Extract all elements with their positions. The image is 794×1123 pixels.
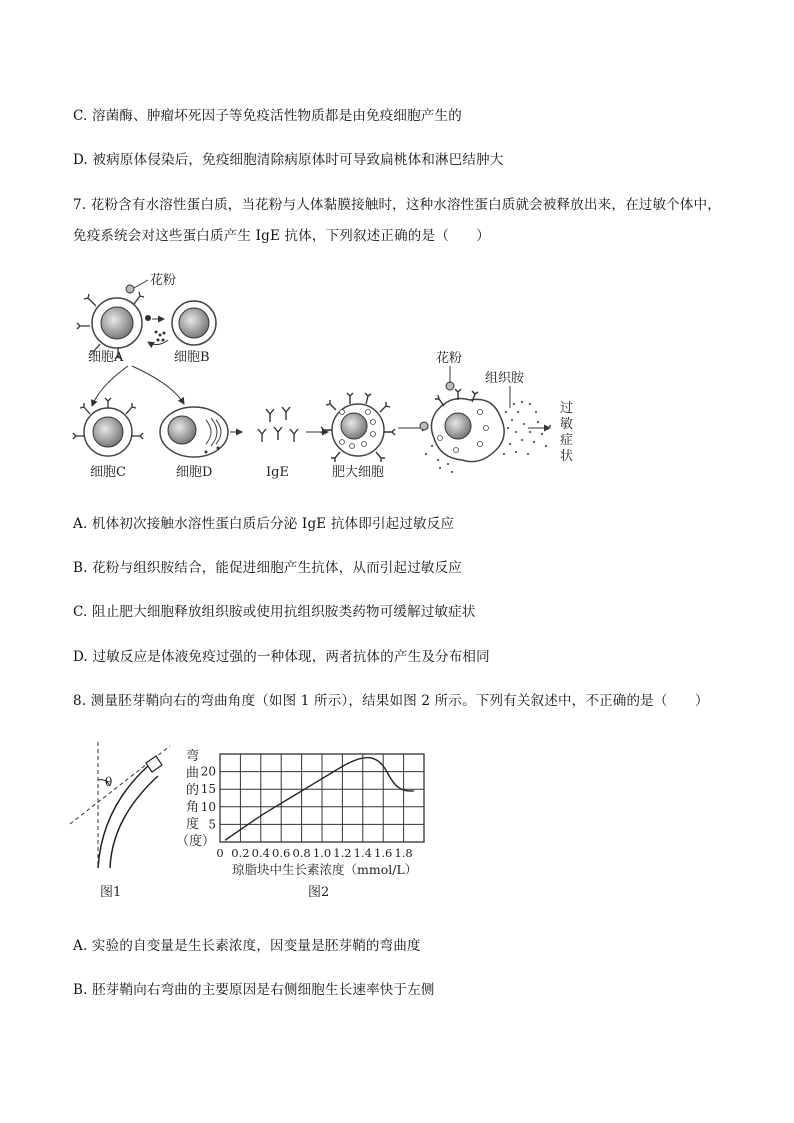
question-7-stem-line1: 7. 花粉含有水溶性蛋白质，当花粉与人体黏膜接触时，这种水溶性蛋白质就会被释放出来，在过敏个体中， xyxy=(73,197,721,213)
cell-c xyxy=(73,398,143,456)
y-axis-label-char: 弯 xyxy=(186,749,200,764)
figure-1-coleoptile xyxy=(66,738,172,904)
cell-a xyxy=(77,292,144,359)
option-8a: A. 实验的自变量是生长素浓度，因变量是胚芽鞘的弯曲度 xyxy=(73,938,421,954)
x-tick-label: 0 xyxy=(216,846,224,860)
x-tick-label: 1.0 xyxy=(312,846,332,860)
x-tick-label: 0.6 xyxy=(272,846,291,860)
allergy-diagram xyxy=(60,262,600,492)
x-tick-label: 1.8 xyxy=(394,846,413,860)
ige-label: IgE xyxy=(266,465,289,480)
cell-b-label: 细胞B xyxy=(174,350,210,365)
option-6c: C. 溶菌酶、肿瘤坏死因子等免疫活性物质都是由免疫细胞产生的 xyxy=(73,108,462,124)
figure-2-chart xyxy=(168,748,438,900)
option-7b: B. 花粉与组织胺结合，能促进细胞产生抗体，从而引起过敏反应 xyxy=(73,560,463,576)
series-line xyxy=(225,758,414,841)
y-axis-label-char: （度） xyxy=(176,834,216,849)
cell-c-label: 细胞C xyxy=(90,465,126,480)
theta-label: θ xyxy=(105,775,113,789)
y-tick-label: 10 xyxy=(200,799,216,814)
question-7-stem-line2: 免疫系统会对这些蛋白质产生 IgE 抗体，下列叙述正确的是（ ） xyxy=(73,228,491,244)
x-tick-label: 1.2 xyxy=(333,846,352,860)
figure-1-caption: 图1 xyxy=(100,885,122,900)
option-7d: D. 过敏反应是体液免疫过强的一种体现，两者抗体的产生及分布相同 xyxy=(73,649,490,665)
histamine-label: 组织胺 xyxy=(485,371,525,386)
mast-cell-label: 肥大细胞 xyxy=(332,465,385,480)
x-tick-label: 0.4 xyxy=(251,846,270,860)
figure-2-caption: 图2 xyxy=(308,885,330,900)
cell-d xyxy=(160,407,228,457)
y-axis-label-char: 曲 xyxy=(186,766,200,781)
y-tick-label: 5 xyxy=(208,817,216,832)
x-tick-label: 0.8 xyxy=(292,846,311,860)
x-tick-label: 0.2 xyxy=(231,846,250,860)
option-7c: C. 阻止肥大细胞释放组织胺或使用抗组织胺类药物可缓解过敏症状 xyxy=(73,604,476,620)
ige-antibodies xyxy=(258,407,298,442)
allergy-symptom-char3: 症 xyxy=(560,433,574,448)
option-7a: A. 机体初次接触水溶性蛋白质后分泌 IgE 抗体即引起过敏反应 xyxy=(73,516,455,532)
option-6d: D. 被病原体侵染后，免疫细胞清除病原体时可导致扁桃体和淋巴结肿大 xyxy=(73,152,504,168)
y-tick-label: 20 xyxy=(200,764,216,779)
pollen-label-top: 花粉 xyxy=(150,273,177,288)
allergy-symptom-char4: 状 xyxy=(560,449,574,464)
allergy-symptom-char2: 敏 xyxy=(560,417,574,432)
pollen-label-right: 花粉 xyxy=(436,351,463,366)
y-axis-label-char: 角 xyxy=(186,800,200,815)
y-axis-label-char: 的 xyxy=(186,783,200,798)
cell-a-label: 细胞A xyxy=(88,350,124,365)
degranulating-mast-cell xyxy=(431,389,504,462)
question-8-stem: 8. 测量胚芽鞘向右的弯曲角度（如图 1 所示），结果如图 2 所示。下列有关叙述中，不正确的是（ ） xyxy=(73,693,709,709)
y-axis-label-char: 度 xyxy=(186,817,200,832)
cell-d-label: 细胞D xyxy=(176,465,213,480)
cell-b xyxy=(172,301,216,345)
allergy-symptom-char1: 过 xyxy=(560,401,574,416)
option-8b: B. 胚芽鞘向右弯曲的主要原因是右侧细胞生长速率快于左侧 xyxy=(73,982,435,998)
x-tick-label: 1.4 xyxy=(353,846,372,860)
mast-cell xyxy=(321,393,395,462)
x-axis-label: 琼脂块中生长素浓度（mmol/L） xyxy=(232,862,418,877)
x-tick-label: 1.6 xyxy=(374,846,393,860)
y-tick-label: 15 xyxy=(200,782,216,797)
